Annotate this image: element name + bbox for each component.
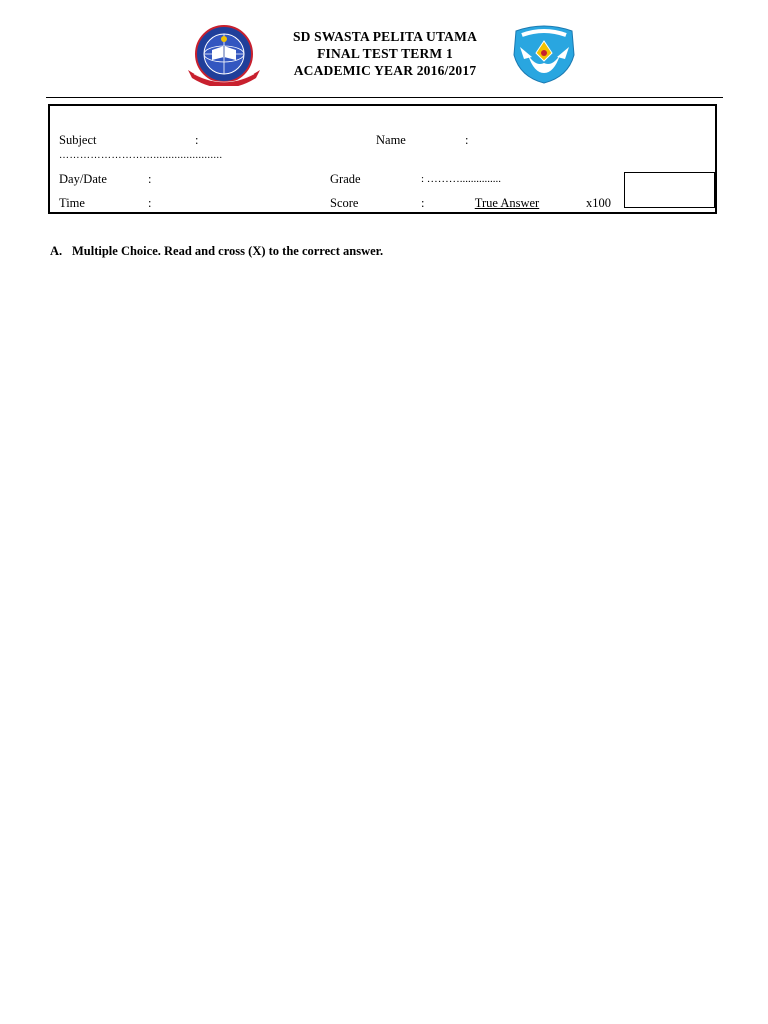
subject-label: Subject (59, 133, 97, 147)
section-a-letter: A. (50, 244, 63, 258)
header-divider (46, 97, 723, 98)
grade-label: Grade (330, 172, 361, 186)
school-name: SD SWASTA PELITA UTAMA (292, 29, 478, 44)
academic-year: ACADEMIC YEAR 2016/2017 (293, 63, 477, 78)
test-title: FINAL TEST TERM 1 (317, 46, 453, 61)
section-a-text: Multiple Choice. Read and cross (X) to the correct answer. (72, 244, 384, 258)
time-colon: : (148, 196, 152, 210)
subject-answer-line[interactable]: ………………………....................... (59, 150, 223, 161)
score-colon: : (421, 196, 425, 210)
grade-answer-line[interactable]: : ………............... (421, 173, 502, 185)
time-label: Time (59, 196, 85, 210)
score-box[interactable] (624, 172, 715, 208)
name-colon: : (465, 133, 469, 147)
day-date-label: Day/Date (59, 172, 107, 186)
section-a-instruction (50, 244, 383, 259)
tut-wuri-handayani-logo (508, 23, 581, 84)
score-formula-numerator: True Answer (474, 196, 540, 210)
day-date-colon: : (148, 172, 152, 186)
subject-colon: : (195, 133, 199, 147)
school-logo-left (184, 24, 264, 86)
score-label: Score (330, 196, 359, 210)
name-label: Name (376, 133, 406, 147)
score-multiplier: x100 (586, 196, 611, 210)
